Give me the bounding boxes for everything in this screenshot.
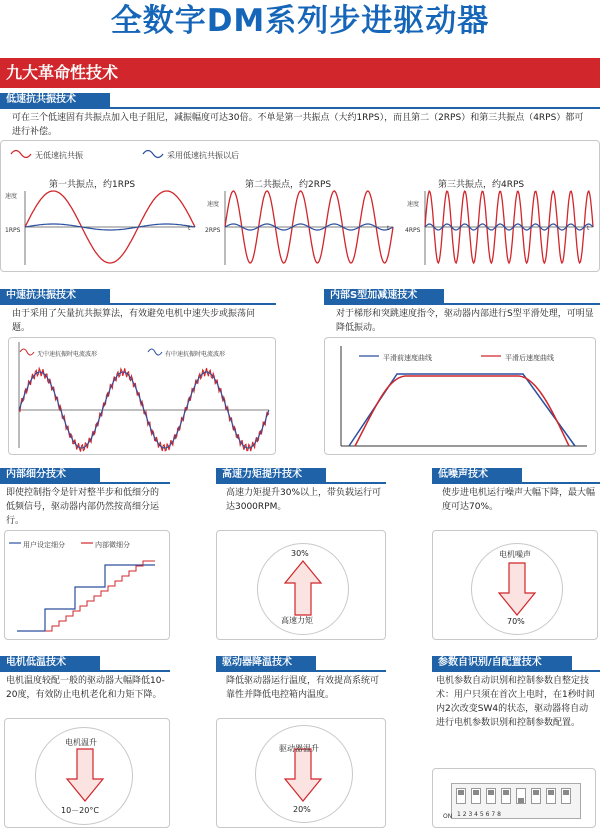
torque-heading: 高速力矩提升技术 <box>216 468 326 482</box>
arrow-down-icon <box>283 747 323 803</box>
dip-switch-7[interactable] <box>546 788 556 804</box>
mid-speed-section <box>0 289 276 335</box>
low-speed-desc: 可在三个低速固有共振点加入电子阻尼，减振幅度可达30倍。不单是第一共振点（大约1RPS），而且第二（2RPS）和第三共振点（4RPS）都可进行补偿。 <box>12 113 584 137</box>
low-noise-desc: 使步进电机运行噪声大幅下降，最大幅度可达70%。 <box>442 488 596 512</box>
s-curve-heading: 内部S型加减速技术 <box>324 289 444 303</box>
low-speed-section <box>0 93 600 139</box>
legend-blue-wave-icon <box>147 346 163 358</box>
driver-temp-heading: 驱动器降温技术 <box>216 656 316 670</box>
dip-knob <box>518 798 524 803</box>
s-curve-chart-box <box>324 337 596 455</box>
x-axis-label-1: t <box>188 225 191 232</box>
legend-user-microstep: 用户设定细分 <box>23 541 65 549</box>
self-config-desc: 电机参数自动识别和控制参数自整定技术：用户只须在首次上电时，在1秒时间内2次改变SW4的状态，驱动器将自动进行电机参数识别和控制参数配置。 <box>436 676 595 728</box>
self-config-heading: 参数自识别/自配置技术 <box>432 656 572 670</box>
dip-switch-5[interactable] <box>516 788 526 804</box>
dip-knob <box>473 790 479 795</box>
legend-after-smoothing: 平滑后速度曲线 <box>505 354 554 362</box>
panel3-plot <box>425 191 593 265</box>
panel1-plot <box>25 191 195 265</box>
legend-no-damping: 无低速抗共振 <box>35 151 83 160</box>
dip-number-row: 1 2 3 4 5 6 7 8 <box>457 811 501 818</box>
dip-switch-1[interactable] <box>456 788 466 804</box>
rps-label-1: 1RPS <box>5 227 21 234</box>
driver-temp-value: 20% <box>293 805 311 814</box>
microstep-heading: 内部细分技术 <box>0 468 100 482</box>
section-banner: 九大革命性技术 <box>0 58 600 88</box>
rps-label-3: 4RPS <box>405 227 421 234</box>
y-axis-label-1: 速度 <box>5 193 18 200</box>
dip-knob <box>563 790 569 795</box>
dip-switch-6[interactable] <box>531 788 541 804</box>
dip-switch-2[interactable] <box>471 788 481 804</box>
legend-internal-microstep: 内部微细分 <box>95 541 130 549</box>
panel1-label: 第一共振点，约1RPS <box>49 180 136 190</box>
dip-switch-3[interactable] <box>486 788 496 804</box>
noise-label: 电机噪声 <box>499 550 531 559</box>
torque-section <box>216 468 386 514</box>
low-noise-heading: 低噪声技术 <box>432 468 522 482</box>
torque-value: 30% <box>291 549 309 558</box>
microstep-desc: 即使控制指令是针对整半步和低细分的低频信号，驱动器内部仍然按高细分运行。 <box>6 488 160 526</box>
mid-speed-desc: 由于采用了矢量抗共振算法，有效避免电机中速失步或振荡问题。 <box>12 309 256 333</box>
driver-temp-figure-box <box>216 718 386 828</box>
mid-speed-chart-box <box>8 337 276 455</box>
noise-value: 70% <box>507 617 525 626</box>
y-axis-label-2: 速度 <box>207 201 220 208</box>
legend-no-mid-damping: 无中速抗振时电流波形 <box>37 351 98 358</box>
dip-knob <box>548 790 554 795</box>
motor-temp-section <box>0 656 170 702</box>
dip-switch-4[interactable] <box>501 788 511 804</box>
x-axis-label-2: t <box>387 225 390 232</box>
dip-switch-box <box>432 768 596 828</box>
panel2-plot <box>225 191 393 265</box>
microstep-chart-box <box>4 530 170 640</box>
dip-on-label: ON <box>443 813 453 820</box>
motor-temp-value: 10－20°C <box>61 806 99 815</box>
torque-label: 高速力矩 <box>281 616 313 625</box>
torque-figure-box <box>216 530 386 640</box>
low-speed-chart-box <box>0 140 600 272</box>
motor-temp-label: 电机温升 <box>65 738 97 747</box>
s-curve-desc: 对于梯形和突跳速度指令，驱动器内部进行S型平滑处理，可明显降低振动。 <box>336 309 594 333</box>
torque-desc: 高速力矩提升30%以上，带负载运行可达3000RPM。 <box>226 488 382 512</box>
mid-speed-heading: 中速抗共振技术 <box>0 289 110 303</box>
driver-temp-section <box>216 656 386 702</box>
arrow-up-icon <box>283 559 323 617</box>
low-speed-heading: 低速抗共振技术 <box>0 93 110 107</box>
legend-before-smoothing: 平滑前速度曲线 <box>383 354 432 362</box>
legend-with-damping: 采用低速抗共振以后 <box>167 151 239 160</box>
dip-knob <box>503 790 509 795</box>
dip-knob <box>458 790 464 795</box>
driver-temp-label: 驱动器温升 <box>279 744 319 753</box>
page-title: 全数字DM系列步进驱动器 <box>110 3 490 39</box>
x-axis-label-3: t <box>587 225 590 232</box>
low-noise-section <box>432 468 600 514</box>
arrow-down-icon <box>65 747 105 803</box>
rps-label-2: 2RPS <box>205 227 221 234</box>
motor-temp-desc: 电机温度较配一般的驱动器大幅降低10-20度，有效防止电机老化和力矩下降。 <box>6 676 165 700</box>
low-noise-figure-box <box>432 530 598 640</box>
motor-temp-heading: 电机低温技术 <box>0 656 100 670</box>
resonance-waveforms <box>5 187 597 271</box>
motor-temp-figure-box <box>4 718 170 828</box>
y-axis-label-3: 速度 <box>407 201 420 208</box>
microstep-section <box>0 468 170 528</box>
dip-switch-8[interactable] <box>561 788 571 804</box>
s-curve-section <box>324 289 600 335</box>
self-config-section <box>432 656 600 730</box>
arrow-down-icon <box>497 561 537 617</box>
driver-temp-desc: 降低驱动器运行温度，有效提高系统可靠性并降低电控箱内温度。 <box>226 676 380 700</box>
panel3-label: 第三共振点，约4RPS <box>438 180 525 190</box>
legend-red-wave-icon <box>19 346 35 358</box>
legend-with-mid-damping: 有中速抗振时电流波形 <box>165 351 226 358</box>
dip-knob <box>488 790 494 795</box>
panel2-label: 第二共振点，约2RPS <box>245 180 332 190</box>
dip-knob <box>533 790 539 795</box>
s-curve-plot <box>325 338 597 456</box>
